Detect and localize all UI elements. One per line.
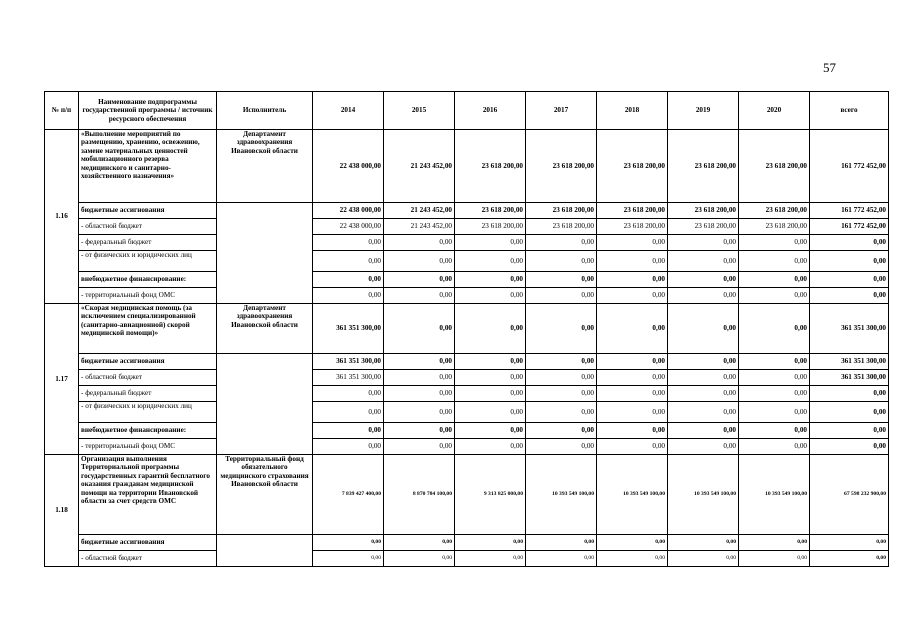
value-cell: 0,00 — [810, 423, 889, 439]
header-cell: 2017 — [526, 92, 597, 130]
table-row — [45, 203, 889, 219]
value-cell: 0,00 — [313, 235, 384, 251]
source-label: - от физических и юридических лиц — [79, 402, 217, 423]
value-cell: 0,00 — [668, 235, 739, 251]
value-cell: 0,00 — [455, 304, 526, 354]
header-cell: № п/п — [45, 92, 79, 130]
value-cell: 23 618 200,00 — [668, 130, 739, 203]
value-cell: 0,00 — [313, 535, 384, 551]
value-cell: 0,00 — [810, 386, 889, 402]
subprogram-title: «Выполнение мероприятий по размещению, хранению, освежению, замене материальных ценностей мобилизационного резерва медицинского и санитарно-хозяйственного назначения» — [79, 130, 217, 203]
value-cell: 0,00 — [739, 439, 810, 455]
value-cell: 0,00 — [313, 551, 384, 567]
table-row — [45, 423, 889, 439]
value-cell: 21 243 452,00 — [384, 203, 455, 219]
source-label: - областной бюджет — [79, 370, 217, 386]
value-cell: 0,00 — [597, 551, 668, 567]
value-cell: 0,00 — [313, 439, 384, 455]
value-cell: 0,00 — [455, 402, 526, 423]
value-cell: 161 772 452,00 — [810, 203, 889, 219]
value-cell: 0,00 — [384, 439, 455, 455]
value-cell: 22 438 000,00 — [313, 130, 384, 203]
value-cell: 0,00 — [668, 354, 739, 370]
value-cell: 0,00 — [384, 354, 455, 370]
value-cell: 361 351 300,00 — [810, 304, 889, 354]
value-cell: 0,00 — [668, 439, 739, 455]
value-cell: 0,00 — [384, 402, 455, 423]
value-cell: 0,00 — [810, 251, 889, 272]
value-cell: 23 618 200,00 — [668, 219, 739, 235]
value-cell: 0,00 — [313, 288, 384, 304]
value-cell: 0,00 — [739, 386, 810, 402]
value-cell: 0,00 — [739, 288, 810, 304]
header-cell: 2015 — [384, 92, 455, 130]
source-label: - от физических и юридических лиц — [79, 251, 217, 272]
value-cell: 23 618 200,00 — [526, 130, 597, 203]
funding-table — [44, 91, 889, 567]
value-cell: 0,00 — [313, 402, 384, 423]
value-cell: 0,00 — [597, 370, 668, 386]
value-cell: 0,00 — [810, 551, 889, 567]
value-cell: 67 598 232 900,00 — [810, 455, 889, 535]
executor-cell-empty — [217, 354, 313, 455]
value-cell: 0,00 — [526, 402, 597, 423]
table-row — [45, 535, 889, 551]
value-cell: 0,00 — [810, 439, 889, 455]
row-number: 1.17 — [45, 304, 79, 455]
value-cell: 23 618 200,00 — [739, 203, 810, 219]
value-cell: 9 313 825 000,00 — [455, 455, 526, 535]
header-cell: Наименование подпрограммы государственной программы / источник ресурсного обеспечения — [79, 92, 217, 130]
value-cell: 0,00 — [597, 272, 668, 288]
value-cell: 361 351 300,00 — [313, 304, 384, 354]
value-cell: 0,00 — [597, 439, 668, 455]
value-cell: 0,00 — [384, 251, 455, 272]
value-cell: 361 351 300,00 — [313, 354, 384, 370]
value-cell: 23 618 200,00 — [455, 219, 526, 235]
value-cell: 0,00 — [810, 272, 889, 288]
table-row — [45, 551, 889, 567]
row-number: 1.16 — [45, 130, 79, 304]
subprogram-title: «Скорая медицинская помощь (за исключением специализированной (санитарно-авиационной) скорой медицинской помощи)» — [79, 304, 217, 354]
value-cell: 0,00 — [384, 272, 455, 288]
value-cell: 0,00 — [597, 354, 668, 370]
table-row — [45, 370, 889, 386]
value-cell: 0,00 — [455, 235, 526, 251]
value-cell: 0,00 — [668, 423, 739, 439]
table-row — [45, 251, 889, 272]
source-label: - федеральный бюджет — [79, 235, 217, 251]
value-cell: 0,00 — [384, 304, 455, 354]
value-cell: 0,00 — [739, 370, 810, 386]
value-cell: 0,00 — [668, 551, 739, 567]
value-cell: 0,00 — [668, 535, 739, 551]
value-cell: 0,00 — [313, 423, 384, 439]
value-cell: 0,00 — [597, 423, 668, 439]
value-cell: 0,00 — [526, 439, 597, 455]
value-cell: 0,00 — [668, 251, 739, 272]
value-cell: 0,00 — [739, 535, 810, 551]
table-row — [45, 402, 889, 423]
value-cell: 10 393 549 100,00 — [526, 455, 597, 535]
row-number: 1.18 — [45, 455, 79, 567]
table-row — [45, 386, 889, 402]
value-cell: 0,00 — [313, 386, 384, 402]
value-cell: 0,00 — [597, 535, 668, 551]
value-cell: 0,00 — [526, 304, 597, 354]
value-cell: 10 393 549 100,00 — [668, 455, 739, 535]
executor-cell: Территориальный фонд обязательного медицинского страхования Ивановской области — [217, 455, 313, 535]
value-cell: 21 243 452,00 — [384, 130, 455, 203]
value-cell: 0,00 — [810, 288, 889, 304]
value-cell: 0,00 — [597, 402, 668, 423]
value-cell: 0,00 — [384, 288, 455, 304]
header-cell: всего — [810, 92, 889, 130]
page-number: 57 — [823, 60, 836, 75]
value-cell: 0,00 — [455, 272, 526, 288]
value-cell: 23 618 200,00 — [597, 203, 668, 219]
value-cell: 0,00 — [384, 551, 455, 567]
source-label: - территориальный фонд ОМС — [79, 288, 217, 304]
value-cell: 23 618 200,00 — [526, 219, 597, 235]
subprogram-title: Организация выполнения Территориальной программы государственных гарантий бесплатного оказания гражданам медицинской помощи на территории Ивановской области за счет средств ОМС — [79, 455, 217, 535]
source-label: - областной бюджет — [79, 551, 217, 567]
executor-cell-empty — [217, 203, 313, 304]
value-cell: 161 772 452,00 — [810, 219, 889, 235]
value-cell: 361 351 300,00 — [810, 354, 889, 370]
value-cell: 0,00 — [739, 304, 810, 354]
value-cell: 7 839 427 400,00 — [313, 455, 384, 535]
source-label: - областной бюджет — [79, 219, 217, 235]
executor-cell: Департамент здравоохранения Ивановской области — [217, 130, 313, 203]
value-cell: 0,00 — [810, 235, 889, 251]
value-cell: 10 393 549 100,00 — [739, 455, 810, 535]
value-cell: 0,00 — [313, 272, 384, 288]
table-row — [45, 219, 889, 235]
value-cell: 0,00 — [810, 535, 889, 551]
value-cell: 23 618 200,00 — [597, 219, 668, 235]
value-cell: 23 618 200,00 — [455, 130, 526, 203]
table-row — [45, 439, 889, 455]
header-cell: 2020 — [739, 92, 810, 130]
value-cell: 22 438 000,00 — [313, 219, 384, 235]
value-cell: 23 618 200,00 — [739, 219, 810, 235]
table-row — [45, 288, 889, 304]
value-cell: 0,00 — [384, 370, 455, 386]
value-cell: 0,00 — [739, 354, 810, 370]
value-cell: 0,00 — [313, 251, 384, 272]
table-row — [45, 354, 889, 370]
value-cell: 0,00 — [739, 423, 810, 439]
value-cell: 0,00 — [455, 386, 526, 402]
value-cell: 0,00 — [668, 304, 739, 354]
value-cell: 0,00 — [455, 551, 526, 567]
value-cell: 0,00 — [739, 402, 810, 423]
value-cell: 0,00 — [384, 235, 455, 251]
value-cell: 0,00 — [526, 354, 597, 370]
value-cell: 0,00 — [739, 551, 810, 567]
table-row — [45, 272, 889, 288]
value-cell: 361 351 300,00 — [313, 370, 384, 386]
value-cell: 22 438 000,00 — [313, 203, 384, 219]
table-row — [45, 455, 889, 535]
value-cell: 0,00 — [526, 423, 597, 439]
value-cell: 0,00 — [739, 235, 810, 251]
value-cell: 0,00 — [668, 370, 739, 386]
header-cell: 2014 — [313, 92, 384, 130]
value-cell: 0,00 — [526, 272, 597, 288]
value-cell: 23 618 200,00 — [668, 203, 739, 219]
value-cell: 8 870 784 100,00 — [384, 455, 455, 535]
value-cell: 0,00 — [526, 551, 597, 567]
value-cell: 10 393 549 100,00 — [597, 455, 668, 535]
value-cell: 21 243 452,00 — [384, 219, 455, 235]
value-cell: 0,00 — [597, 288, 668, 304]
value-cell: 0,00 — [526, 370, 597, 386]
executor-cell-empty — [217, 535, 313, 567]
table-row — [45, 130, 889, 203]
value-cell: 0,00 — [597, 251, 668, 272]
value-cell: 23 618 200,00 — [455, 203, 526, 219]
header-cell: 2019 — [668, 92, 739, 130]
source-label: - федеральный бюджет — [79, 386, 217, 402]
table-row — [45, 235, 889, 251]
value-cell: 0,00 — [455, 439, 526, 455]
table-row — [45, 304, 889, 354]
value-cell: 0,00 — [739, 251, 810, 272]
value-cell: 0,00 — [455, 535, 526, 551]
header-cell: Исполнитель — [217, 92, 313, 130]
value-cell: 0,00 — [455, 370, 526, 386]
value-cell: 0,00 — [384, 535, 455, 551]
value-cell: 0,00 — [668, 272, 739, 288]
value-cell: 0,00 — [526, 386, 597, 402]
value-cell: 23 618 200,00 — [597, 130, 668, 203]
table-header-row — [45, 92, 889, 130]
header-cell: 2016 — [455, 92, 526, 130]
source-label: внебюджетное финансирование: — [79, 423, 217, 439]
executor-cell: Департамент здравоохранения Ивановской области — [217, 304, 313, 354]
value-cell: 0,00 — [739, 272, 810, 288]
value-cell: 0,00 — [668, 402, 739, 423]
value-cell: 0,00 — [455, 423, 526, 439]
value-cell: 0,00 — [526, 288, 597, 304]
header-cell: 2018 — [597, 92, 668, 130]
value-cell: 0,00 — [455, 354, 526, 370]
value-cell: 0,00 — [597, 386, 668, 402]
value-cell: 0,00 — [597, 304, 668, 354]
value-cell: 0,00 — [668, 288, 739, 304]
source-label: бюджетные ассигнования — [79, 535, 217, 551]
value-cell: 0,00 — [526, 535, 597, 551]
value-cell: 161 772 452,00 — [810, 130, 889, 203]
value-cell: 0,00 — [526, 235, 597, 251]
source-label: бюджетные ассигнования — [79, 354, 217, 370]
value-cell: 0,00 — [455, 288, 526, 304]
value-cell: 0,00 — [526, 251, 597, 272]
value-cell: 361 351 300,00 — [810, 370, 889, 386]
value-cell: 23 618 200,00 — [739, 130, 810, 203]
source-label: бюджетные ассигнования — [79, 203, 217, 219]
source-label: внебюджетное финансирование: — [79, 272, 217, 288]
value-cell: 0,00 — [597, 235, 668, 251]
value-cell: 23 618 200,00 — [526, 203, 597, 219]
value-cell: 0,00 — [455, 251, 526, 272]
value-cell: 0,00 — [810, 402, 889, 423]
value-cell: 0,00 — [384, 423, 455, 439]
source-label: - территориальный фонд ОМС — [79, 439, 217, 455]
value-cell: 0,00 — [384, 386, 455, 402]
value-cell: 0,00 — [668, 386, 739, 402]
